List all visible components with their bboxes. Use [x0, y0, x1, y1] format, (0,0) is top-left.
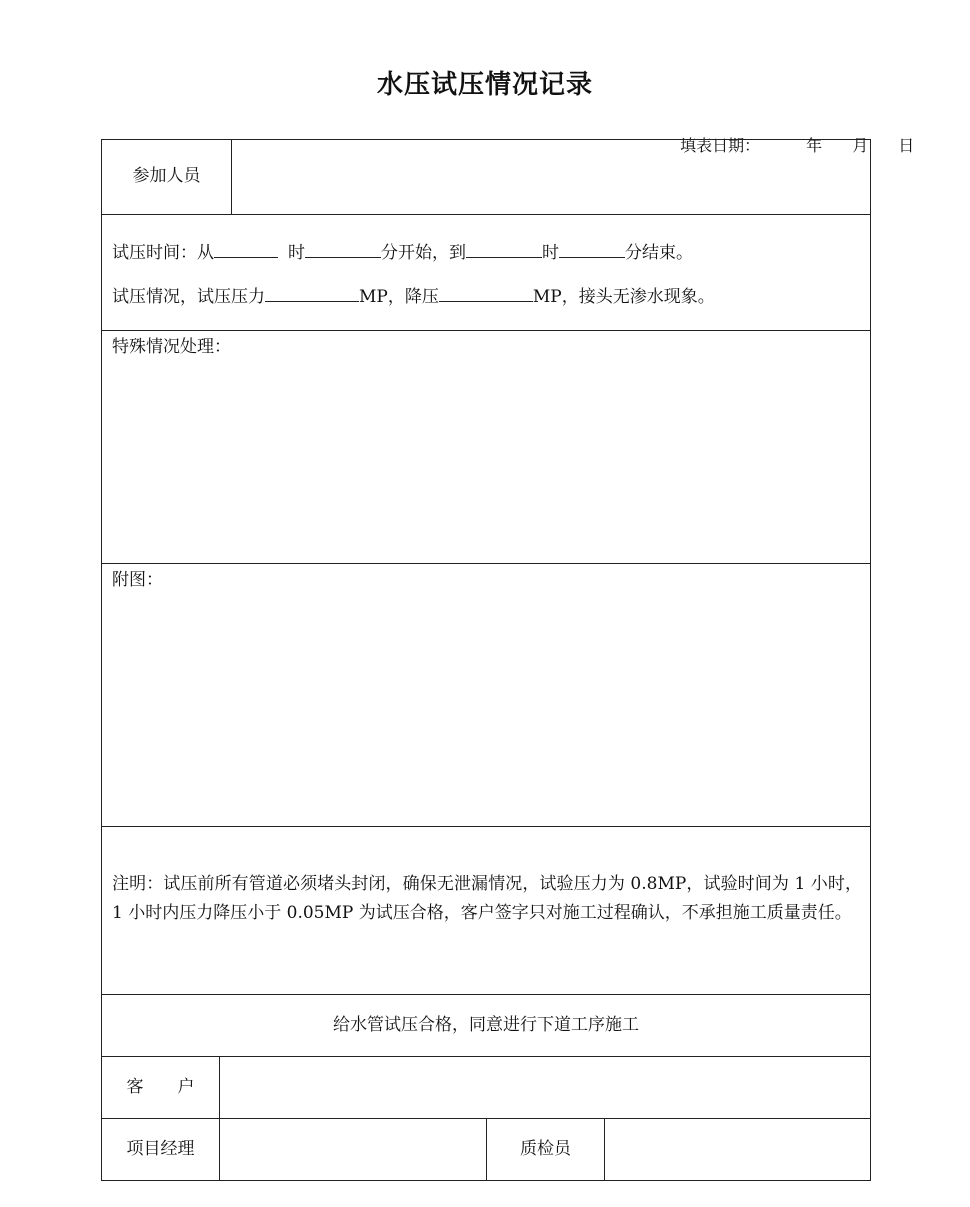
form-title: 水压试压情况记录	[376, 70, 593, 100]
fill-date-day: 日	[898, 136, 915, 155]
test-time-prefix: 试压时间：从	[112, 243, 214, 263]
start-minute-field[interactable]	[305, 240, 381, 258]
pressure-unit-1: MP，降压	[359, 287, 439, 307]
note-text: 注明：试压前所有管道必须堵头封闭，确保无泄漏情况，试验压力为 0.8MP，试验时间为 1 小时，1 小时内压力降压小于 0.05MP 为试压合格，客户签字只对施工过程确认，不承担施工质量责任。	[112, 874, 862, 923]
fill-date-label: 填表日期：	[680, 136, 761, 155]
record-form	[101, 139, 871, 1181]
end-hour-label: 时	[542, 243, 559, 263]
test-time-line	[112, 240, 693, 263]
inspector-label: 质检员	[520, 1139, 571, 1159]
participants-field[interactable]	[232, 140, 871, 214]
pressure-line	[112, 284, 715, 307]
manager-signature-field[interactable]	[220, 1119, 486, 1180]
pressure-unit-2: MP，接头无渗水现象。	[532, 287, 715, 307]
manager-label: 项目经理	[126, 1139, 195, 1159]
end-label: 分结束。	[625, 243, 693, 263]
fill-date-year: 年	[806, 136, 823, 155]
inspector-signature-field[interactable]	[605, 1119, 870, 1180]
row-divider	[102, 330, 870, 331]
row-divider	[102, 214, 870, 215]
customer-label: 客 户	[126, 1077, 195, 1097]
participants-label: 参加人员	[132, 166, 201, 186]
special-handling-field[interactable]	[102, 362, 870, 562]
fill-date-month: 月	[852, 136, 869, 155]
row-divider	[102, 826, 870, 827]
start-label: 分开始，到	[381, 243, 466, 263]
customer-signature-field[interactable]	[220, 1057, 870, 1118]
attachment-field[interactable]	[102, 595, 870, 825]
start-hour-field[interactable]	[214, 240, 278, 258]
end-minute-field[interactable]	[559, 240, 625, 258]
pressure-prefix: 试压情况，试压压力	[112, 287, 265, 307]
row-divider	[102, 994, 870, 995]
approval-text: 给水管试压合格，同意进行下道工序施工	[333, 1015, 639, 1035]
test-pressure-field[interactable]	[265, 284, 359, 302]
drop-pressure-field[interactable]	[439, 284, 533, 302]
row-divider	[102, 563, 870, 564]
attachment-label: 附图：	[112, 570, 163, 590]
start-hour-label: 时	[288, 243, 305, 263]
end-hour-field[interactable]	[466, 240, 542, 258]
special-handling-label: 特殊情况处理：	[112, 337, 231, 357]
